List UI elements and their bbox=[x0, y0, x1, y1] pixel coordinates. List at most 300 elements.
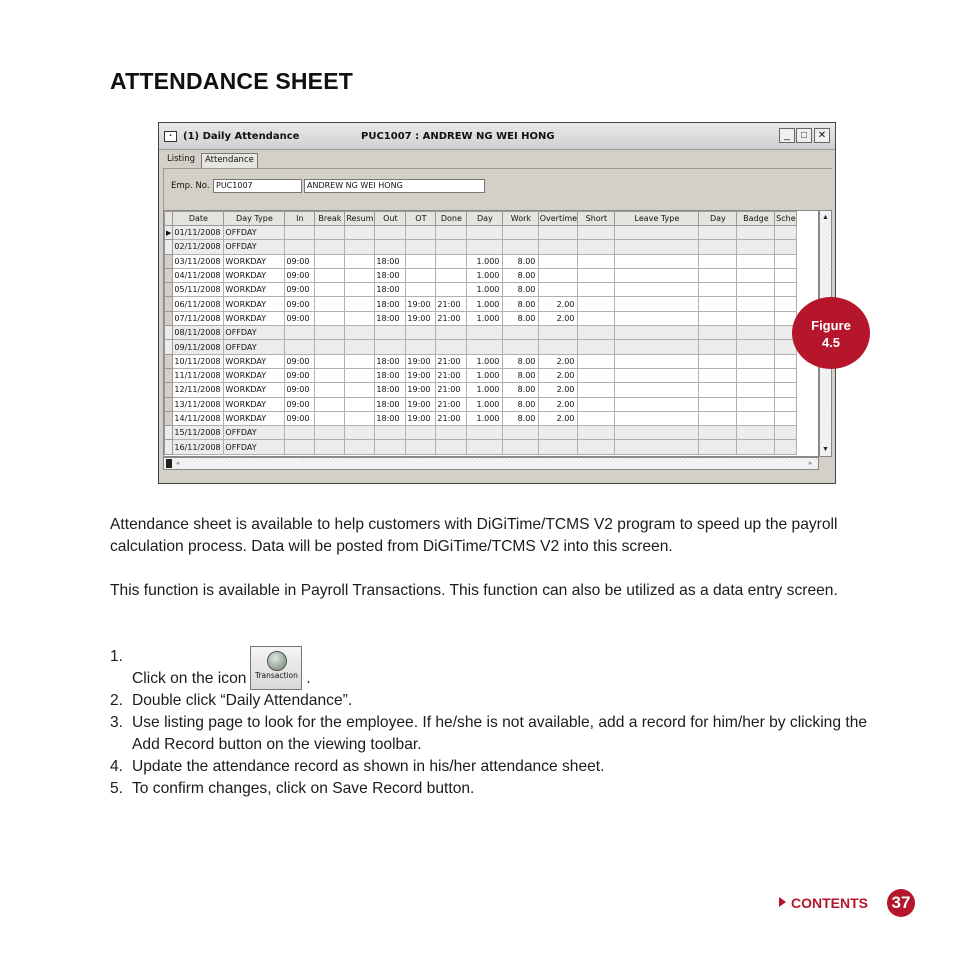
table-cell[interactable] bbox=[775, 268, 797, 282]
table-cell[interactable]: 1.000 bbox=[467, 254, 503, 268]
table-cell[interactable]: 1.000 bbox=[467, 297, 503, 311]
table-cell[interactable] bbox=[699, 383, 737, 397]
table-cell[interactable] bbox=[285, 326, 315, 340]
column-header[interactable]: Day bbox=[699, 212, 737, 226]
table-cell[interactable] bbox=[406, 283, 436, 297]
table-cell[interactable] bbox=[345, 283, 375, 297]
table-cell[interactable] bbox=[436, 268, 467, 282]
table-cell[interactable]: 21:00 bbox=[436, 397, 467, 411]
table-cell[interactable]: 8.00 bbox=[503, 383, 539, 397]
table-cell[interactable] bbox=[737, 397, 775, 411]
table-cell[interactable]: 1.000 bbox=[467, 368, 503, 382]
table-cell[interactable] bbox=[467, 440, 503, 454]
table-cell[interactable] bbox=[578, 240, 615, 254]
column-header[interactable]: Done bbox=[436, 212, 467, 226]
close-button[interactable]: ✕ bbox=[814, 128, 830, 143]
table-cell[interactable]: 18:00 bbox=[375, 411, 406, 425]
table-row[interactable] bbox=[165, 226, 797, 240]
row-indicator[interactable]: ▶ bbox=[165, 226, 173, 240]
table-cell[interactable] bbox=[775, 397, 797, 411]
table-cell[interactable]: 03/11/2008 bbox=[173, 254, 224, 268]
table-cell[interactable]: 19:00 bbox=[406, 383, 436, 397]
row-indicator[interactable] bbox=[165, 326, 173, 340]
table-cell[interactable]: 13/11/2008 bbox=[173, 397, 224, 411]
table-cell[interactable] bbox=[539, 426, 578, 440]
table-cell[interactable] bbox=[345, 311, 375, 325]
table-cell[interactable]: 18:00 bbox=[375, 268, 406, 282]
table-cell[interactable]: 09:00 bbox=[285, 383, 315, 397]
table-row[interactable] bbox=[165, 311, 797, 325]
table-cell[interactable]: OFFDAY bbox=[224, 226, 285, 240]
table-cell[interactable]: WORKDAY bbox=[224, 254, 285, 268]
scroll-up-icon[interactable]: ▲ bbox=[822, 214, 829, 221]
table-cell[interactable] bbox=[436, 254, 467, 268]
table-cell[interactable] bbox=[539, 226, 578, 240]
table-cell[interactable] bbox=[737, 411, 775, 425]
table-cell[interactable] bbox=[315, 268, 345, 282]
row-indicator[interactable] bbox=[165, 440, 173, 454]
row-indicator[interactable] bbox=[165, 368, 173, 382]
table-cell[interactable] bbox=[315, 411, 345, 425]
table-cell[interactable] bbox=[539, 240, 578, 254]
table-cell[interactable] bbox=[775, 440, 797, 454]
table-cell[interactable]: 05/11/2008 bbox=[173, 283, 224, 297]
table-row[interactable] bbox=[165, 297, 797, 311]
row-indicator[interactable] bbox=[165, 340, 173, 354]
table-cell[interactable]: 21:00 bbox=[436, 297, 467, 311]
table-row[interactable] bbox=[165, 326, 797, 340]
table-cell[interactable] bbox=[737, 311, 775, 325]
table-cell[interactable] bbox=[345, 254, 375, 268]
column-header[interactable]: Short bbox=[578, 212, 615, 226]
table-cell[interactable] bbox=[345, 226, 375, 240]
row-indicator[interactable] bbox=[165, 354, 173, 368]
table-cell[interactable] bbox=[436, 426, 467, 440]
table-cell[interactable]: 18:00 bbox=[375, 383, 406, 397]
table-cell[interactable]: 11/11/2008 bbox=[173, 368, 224, 382]
table-cell[interactable] bbox=[699, 226, 737, 240]
contents-link[interactable] bbox=[779, 895, 868, 911]
scroll-left-icon[interactable]: ◂ bbox=[175, 460, 180, 467]
table-cell[interactable] bbox=[699, 426, 737, 440]
table-cell[interactable]: 2.00 bbox=[539, 397, 578, 411]
table-cell[interactable] bbox=[503, 226, 539, 240]
table-cell[interactable] bbox=[737, 368, 775, 382]
table-cell[interactable] bbox=[315, 368, 345, 382]
table-cell[interactable] bbox=[775, 226, 797, 240]
table-cell[interactable] bbox=[699, 326, 737, 340]
table-cell[interactable] bbox=[737, 268, 775, 282]
column-header[interactable]: Sche bbox=[775, 212, 797, 226]
table-cell[interactable] bbox=[406, 340, 436, 354]
tab-listing[interactable]: Listing bbox=[167, 154, 196, 164]
table-cell[interactable]: OFFDAY bbox=[224, 340, 285, 354]
table-cell[interactable]: 18:00 bbox=[375, 283, 406, 297]
table-cell[interactable] bbox=[578, 268, 615, 282]
table-cell[interactable] bbox=[737, 326, 775, 340]
table-cell[interactable]: 21:00 bbox=[436, 311, 467, 325]
table-cell[interactable] bbox=[315, 354, 345, 368]
table-cell[interactable] bbox=[406, 268, 436, 282]
table-cell[interactable] bbox=[578, 426, 615, 440]
table-cell[interactable] bbox=[375, 440, 406, 454]
table-cell[interactable]: 21:00 bbox=[436, 354, 467, 368]
table-cell[interactable] bbox=[345, 297, 375, 311]
table-cell[interactable]: 14/11/2008 bbox=[173, 411, 224, 425]
table-cell[interactable] bbox=[315, 297, 345, 311]
table-cell[interactable]: 18:00 bbox=[375, 311, 406, 325]
column-header[interactable]: In bbox=[285, 212, 315, 226]
table-cell[interactable] bbox=[436, 440, 467, 454]
column-header[interactable]: Date bbox=[173, 212, 224, 226]
table-cell[interactable]: 19:00 bbox=[406, 397, 436, 411]
tab-attendance[interactable]: Attendance bbox=[201, 153, 258, 168]
row-indicator[interactable] bbox=[165, 311, 173, 325]
table-cell[interactable] bbox=[615, 268, 699, 282]
table-cell[interactable] bbox=[578, 297, 615, 311]
table-cell[interactable]: WORKDAY bbox=[224, 297, 285, 311]
table-cell[interactable]: 06/11/2008 bbox=[173, 297, 224, 311]
table-cell[interactable] bbox=[578, 340, 615, 354]
row-indicator[interactable] bbox=[165, 240, 173, 254]
table-cell[interactable] bbox=[615, 311, 699, 325]
table-cell[interactable]: 2.00 bbox=[539, 297, 578, 311]
table-cell[interactable] bbox=[467, 226, 503, 240]
table-cell[interactable]: 12/11/2008 bbox=[173, 383, 224, 397]
table-row[interactable] bbox=[165, 440, 797, 454]
table-cell[interactable] bbox=[406, 254, 436, 268]
row-indicator[interactable] bbox=[165, 397, 173, 411]
table-cell[interactable]: 8.00 bbox=[503, 268, 539, 282]
table-cell[interactable] bbox=[578, 311, 615, 325]
table-cell[interactable]: 09/11/2008 bbox=[173, 340, 224, 354]
table-cell[interactable] bbox=[775, 383, 797, 397]
table-cell[interactable]: 09:00 bbox=[285, 411, 315, 425]
column-header[interactable]: Overtime bbox=[539, 212, 578, 226]
table-row[interactable] bbox=[165, 254, 797, 268]
table-cell[interactable]: 8.00 bbox=[503, 283, 539, 297]
table-cell[interactable] bbox=[775, 354, 797, 368]
table-cell[interactable]: 1.000 bbox=[467, 411, 503, 425]
table-cell[interactable]: 19:00 bbox=[406, 411, 436, 425]
table-cell[interactable] bbox=[285, 440, 315, 454]
table-cell[interactable] bbox=[315, 397, 345, 411]
table-cell[interactable] bbox=[406, 226, 436, 240]
table-row[interactable] bbox=[165, 340, 797, 354]
table-cell[interactable]: 16/11/2008 bbox=[173, 440, 224, 454]
table-cell[interactable]: 15/11/2008 bbox=[173, 426, 224, 440]
table-cell[interactable]: WORKDAY bbox=[224, 268, 285, 282]
table-cell[interactable] bbox=[406, 426, 436, 440]
table-cell[interactable]: 8.00 bbox=[503, 397, 539, 411]
table-cell[interactable] bbox=[578, 440, 615, 454]
table-cell[interactable]: 09:00 bbox=[285, 311, 315, 325]
table-cell[interactable] bbox=[436, 340, 467, 354]
table-cell[interactable]: 04/11/2008 bbox=[173, 268, 224, 282]
table-cell[interactable] bbox=[436, 240, 467, 254]
table-cell[interactable]: 18:00 bbox=[375, 397, 406, 411]
row-indicator[interactable] bbox=[165, 383, 173, 397]
table-cell[interactable] bbox=[578, 397, 615, 411]
table-row[interactable] bbox=[165, 283, 797, 297]
table-cell[interactable]: 2.00 bbox=[539, 354, 578, 368]
table-cell[interactable]: 10/11/2008 bbox=[173, 354, 224, 368]
table-cell[interactable] bbox=[345, 354, 375, 368]
table-cell[interactable]: WORKDAY bbox=[224, 354, 285, 368]
table-cell[interactable] bbox=[699, 340, 737, 354]
table-cell[interactable] bbox=[699, 297, 737, 311]
column-header[interactable]: Break bbox=[315, 212, 345, 226]
table-cell[interactable]: 18:00 bbox=[375, 368, 406, 382]
table-cell[interactable] bbox=[615, 397, 699, 411]
table-cell[interactable]: 19:00 bbox=[406, 311, 436, 325]
table-cell[interactable] bbox=[375, 326, 406, 340]
table-cell[interactable] bbox=[615, 226, 699, 240]
table-cell[interactable] bbox=[578, 283, 615, 297]
table-row[interactable] bbox=[165, 383, 797, 397]
table-cell[interactable] bbox=[699, 283, 737, 297]
table-cell[interactable] bbox=[406, 440, 436, 454]
table-cell[interactable] bbox=[345, 268, 375, 282]
table-row[interactable] bbox=[165, 240, 797, 254]
table-cell[interactable] bbox=[737, 297, 775, 311]
table-row[interactable] bbox=[165, 354, 797, 368]
table-cell[interactable] bbox=[578, 226, 615, 240]
row-indicator[interactable] bbox=[165, 426, 173, 440]
table-cell[interactable] bbox=[615, 411, 699, 425]
table-cell[interactable] bbox=[737, 283, 775, 297]
table-cell[interactable]: 1.000 bbox=[467, 311, 503, 325]
table-cell[interactable] bbox=[737, 254, 775, 268]
table-cell[interactable]: 02/11/2008 bbox=[173, 240, 224, 254]
table-cell[interactable] bbox=[315, 426, 345, 440]
table-cell[interactable]: 1.000 bbox=[467, 397, 503, 411]
table-cell[interactable]: 19:00 bbox=[406, 297, 436, 311]
maximize-button[interactable]: □ bbox=[796, 128, 812, 143]
table-cell[interactable] bbox=[315, 311, 345, 325]
table-cell[interactable] bbox=[615, 297, 699, 311]
table-cell[interactable] bbox=[699, 254, 737, 268]
table-cell[interactable] bbox=[578, 411, 615, 425]
table-cell[interactable] bbox=[737, 383, 775, 397]
column-header[interactable]: Day Type bbox=[224, 212, 285, 226]
table-cell[interactable] bbox=[503, 440, 539, 454]
table-cell[interactable] bbox=[615, 240, 699, 254]
table-cell[interactable] bbox=[406, 240, 436, 254]
table-cell[interactable] bbox=[615, 440, 699, 454]
scroll-right-icon[interactable]: ▸ bbox=[808, 460, 813, 467]
table-cell[interactable]: 1.000 bbox=[467, 383, 503, 397]
table-cell[interactable] bbox=[375, 240, 406, 254]
table-cell[interactable]: 8.00 bbox=[503, 354, 539, 368]
table-cell[interactable] bbox=[539, 283, 578, 297]
column-header[interactable]: OT bbox=[406, 212, 436, 226]
table-row[interactable] bbox=[165, 368, 797, 382]
table-cell[interactable] bbox=[436, 283, 467, 297]
table-cell[interactable] bbox=[315, 240, 345, 254]
table-cell[interactable] bbox=[737, 440, 775, 454]
table-cell[interactable]: OFFDAY bbox=[224, 440, 285, 454]
table-cell[interactable] bbox=[315, 254, 345, 268]
table-cell[interactable] bbox=[775, 240, 797, 254]
table-cell[interactable] bbox=[775, 297, 797, 311]
table-row[interactable] bbox=[165, 397, 797, 411]
table-cell[interactable]: 18:00 bbox=[375, 254, 406, 268]
table-cell[interactable]: WORKDAY bbox=[224, 283, 285, 297]
table-cell[interactable] bbox=[615, 368, 699, 382]
table-cell[interactable]: 21:00 bbox=[436, 383, 467, 397]
column-header[interactable]: Resum bbox=[345, 212, 375, 226]
table-cell[interactable] bbox=[699, 368, 737, 382]
table-cell[interactable] bbox=[315, 326, 345, 340]
table-cell[interactable] bbox=[315, 383, 345, 397]
table-cell[interactable] bbox=[615, 254, 699, 268]
column-header[interactable]: Work bbox=[503, 212, 539, 226]
emp-name-field[interactable]: ANDREW NG WEI HONG bbox=[304, 179, 485, 193]
column-header[interactable]: Leave Type bbox=[615, 212, 699, 226]
table-cell[interactable] bbox=[539, 254, 578, 268]
table-cell[interactable] bbox=[345, 326, 375, 340]
row-indicator[interactable] bbox=[165, 283, 173, 297]
table-cell[interactable]: 8.00 bbox=[503, 311, 539, 325]
table-cell[interactable] bbox=[775, 426, 797, 440]
table-cell[interactable] bbox=[315, 226, 345, 240]
column-header[interactable]: Day bbox=[467, 212, 503, 226]
table-cell[interactable] bbox=[539, 326, 578, 340]
table-cell[interactable] bbox=[345, 368, 375, 382]
table-cell[interactable]: 18:00 bbox=[375, 354, 406, 368]
table-cell[interactable] bbox=[436, 326, 467, 340]
table-row[interactable] bbox=[165, 426, 797, 440]
table-cell[interactable] bbox=[345, 411, 375, 425]
table-cell[interactable] bbox=[737, 354, 775, 368]
table-cell[interactable] bbox=[615, 340, 699, 354]
table-cell[interactable]: 1.000 bbox=[467, 283, 503, 297]
table-cell[interactable]: 1.000 bbox=[467, 268, 503, 282]
table-cell[interactable] bbox=[503, 240, 539, 254]
table-cell[interactable] bbox=[315, 283, 345, 297]
table-cell[interactable] bbox=[578, 368, 615, 382]
table-cell[interactable]: 09:00 bbox=[285, 283, 315, 297]
table-cell[interactable] bbox=[467, 426, 503, 440]
table-cell[interactable] bbox=[503, 326, 539, 340]
table-cell[interactable]: 21:00 bbox=[436, 411, 467, 425]
table-cell[interactable] bbox=[285, 340, 315, 354]
table-cell[interactable]: 8.00 bbox=[503, 254, 539, 268]
table-cell[interactable]: 07/11/2008 bbox=[173, 311, 224, 325]
table-cell[interactable]: 8.00 bbox=[503, 297, 539, 311]
table-cell[interactable]: WORKDAY bbox=[224, 311, 285, 325]
table-cell[interactable]: 8.00 bbox=[503, 368, 539, 382]
table-cell[interactable] bbox=[699, 440, 737, 454]
table-cell[interactable] bbox=[406, 326, 436, 340]
table-cell[interactable] bbox=[375, 340, 406, 354]
table-cell[interactable] bbox=[345, 383, 375, 397]
table-cell[interactable] bbox=[578, 254, 615, 268]
transaction-icon[interactable] bbox=[250, 646, 302, 690]
table-cell[interactable] bbox=[345, 397, 375, 411]
table-cell[interactable] bbox=[467, 326, 503, 340]
table-cell[interactable]: 09:00 bbox=[285, 354, 315, 368]
table-cell[interactable] bbox=[539, 268, 578, 282]
table-cell[interactable] bbox=[285, 226, 315, 240]
table-cell[interactable]: 18:00 bbox=[375, 297, 406, 311]
table-cell[interactable] bbox=[775, 283, 797, 297]
table-cell[interactable]: OFFDAY bbox=[224, 326, 285, 340]
table-cell[interactable]: 1.000 bbox=[467, 354, 503, 368]
table-cell[interactable] bbox=[315, 440, 345, 454]
table-cell[interactable] bbox=[615, 326, 699, 340]
table-cell[interactable] bbox=[285, 240, 315, 254]
table-cell[interactable] bbox=[345, 240, 375, 254]
table-cell[interactable] bbox=[345, 426, 375, 440]
table-cell[interactable]: 01/11/2008 bbox=[173, 226, 224, 240]
table-cell[interactable]: 19:00 bbox=[406, 368, 436, 382]
table-cell[interactable]: 09:00 bbox=[285, 368, 315, 382]
table-cell[interactable]: 2.00 bbox=[539, 383, 578, 397]
emp-no-field[interactable]: PUC1007 bbox=[213, 179, 302, 193]
table-cell[interactable] bbox=[737, 340, 775, 354]
table-cell[interactable]: 2.00 bbox=[539, 311, 578, 325]
row-indicator[interactable] bbox=[165, 297, 173, 311]
column-header[interactable]: Out bbox=[375, 212, 406, 226]
table-cell[interactable] bbox=[737, 426, 775, 440]
table-cell[interactable] bbox=[578, 326, 615, 340]
table-cell[interactable] bbox=[615, 383, 699, 397]
horizontal-scrollbar[interactable] bbox=[163, 457, 819, 470]
table-cell[interactable] bbox=[345, 340, 375, 354]
table-cell[interactable]: 09:00 bbox=[285, 297, 315, 311]
table-cell[interactable] bbox=[699, 268, 737, 282]
table-cell[interactable]: OFFDAY bbox=[224, 426, 285, 440]
table-cell[interactable] bbox=[467, 340, 503, 354]
table-cell[interactable] bbox=[699, 311, 737, 325]
table-cell[interactable] bbox=[539, 340, 578, 354]
table-cell[interactable]: 21:00 bbox=[436, 368, 467, 382]
table-cell[interactable]: 8.00 bbox=[503, 411, 539, 425]
table-cell[interactable]: WORKDAY bbox=[224, 368, 285, 382]
table-cell[interactable] bbox=[615, 283, 699, 297]
row-indicator[interactable] bbox=[165, 411, 173, 425]
table-cell[interactable] bbox=[285, 426, 315, 440]
window-titlebar[interactable] bbox=[159, 123, 835, 150]
column-header[interactable]: Badge bbox=[737, 212, 775, 226]
row-indicator[interactable] bbox=[165, 254, 173, 268]
table-cell[interactable] bbox=[539, 440, 578, 454]
table-cell[interactable] bbox=[699, 240, 737, 254]
table-cell[interactable] bbox=[737, 240, 775, 254]
table-cell[interactable] bbox=[775, 254, 797, 268]
table-cell[interactable] bbox=[775, 368, 797, 382]
table-cell[interactable]: 09:00 bbox=[285, 397, 315, 411]
table-cell[interactable]: 09:00 bbox=[285, 268, 315, 282]
table-cell[interactable] bbox=[578, 383, 615, 397]
table-cell[interactable] bbox=[615, 354, 699, 368]
table-cell[interactable]: 19:00 bbox=[406, 354, 436, 368]
table-cell[interactable] bbox=[503, 426, 539, 440]
scroll-down-icon[interactable]: ▼ bbox=[822, 446, 829, 453]
table-cell[interactable]: 08/11/2008 bbox=[173, 326, 224, 340]
table-cell[interactable] bbox=[315, 340, 345, 354]
table-cell[interactable] bbox=[737, 226, 775, 240]
table-cell[interactable]: WORKDAY bbox=[224, 383, 285, 397]
table-cell[interactable] bbox=[775, 411, 797, 425]
row-indicator[interactable] bbox=[165, 268, 173, 282]
table-cell[interactable]: OFFDAY bbox=[224, 240, 285, 254]
table-cell[interactable] bbox=[699, 354, 737, 368]
table-cell[interactable]: WORKDAY bbox=[224, 397, 285, 411]
table-cell[interactable] bbox=[467, 240, 503, 254]
